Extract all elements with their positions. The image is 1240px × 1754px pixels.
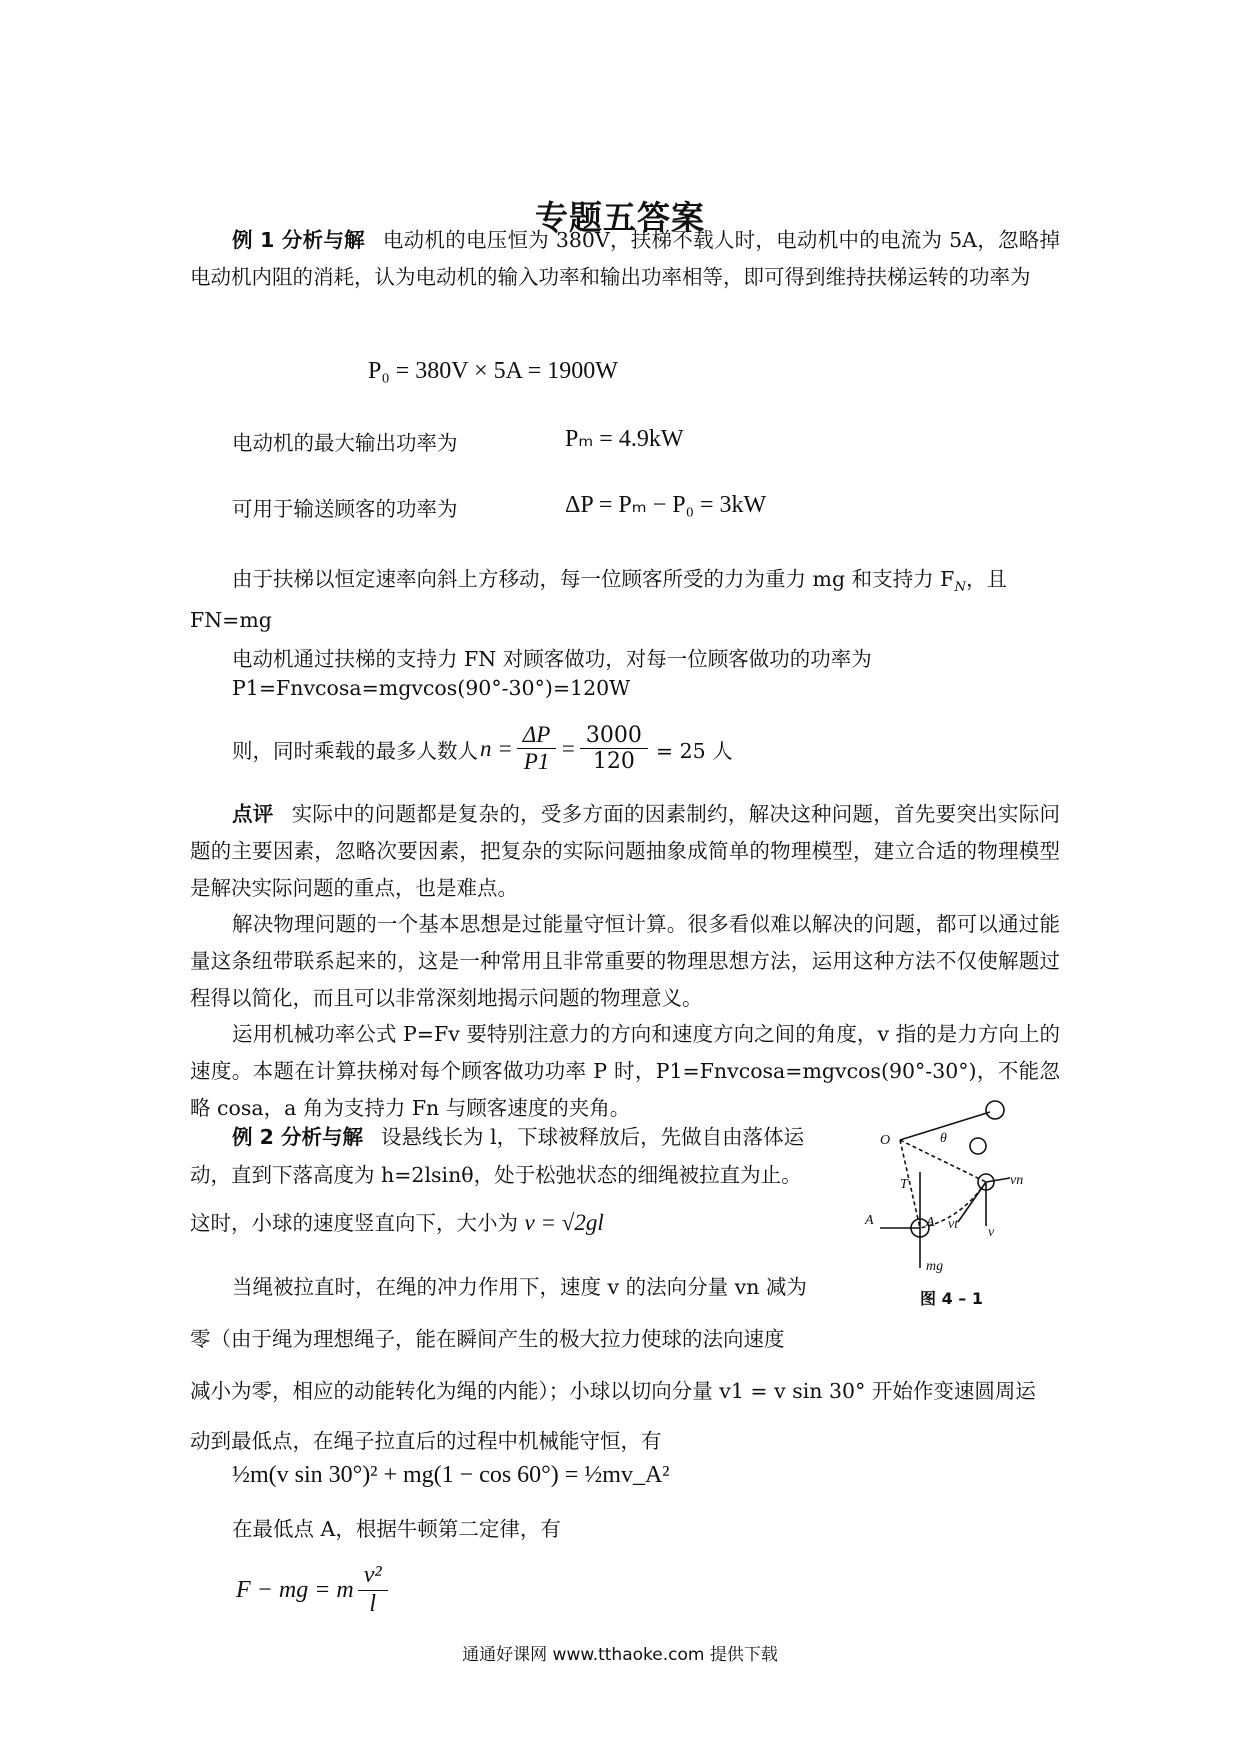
- people-n: n =: [480, 735, 513, 761]
- label-vt: vt: [948, 1217, 959, 1232]
- force-text-main: 由于扶梯以恒定速率向斜上方移动，每一位顾客所受的力为重力 mg 和支持力 F: [232, 567, 955, 591]
- people-frac1-den: P1: [523, 749, 550, 775]
- ex2-line3: [190, 1206, 604, 1236]
- people-eq: 则，同时乘载的最多人数人 n = $\frac{\Delta P}{P1}$ = $\frac{3000}{120}$ = 25 人: [232, 722, 733, 775]
- page-title: 专题五答案: [535, 198, 705, 237]
- max-power-label: 电动机的最大输出功率为: [232, 431, 458, 455]
- force-text-sub: N: [954, 580, 966, 596]
- label-a-point: A: [926, 1215, 935, 1230]
- ex2-line8: 在最低点 A，根据牛顿第二定律，有: [232, 1517, 561, 1541]
- newton-eq-left: F − mg = m: [236, 1576, 354, 1603]
- top-ball: [986, 1101, 1004, 1119]
- label-theta: θ: [940, 1131, 947, 1146]
- page-footer: 通通好课网 www.tthaoke.com 提供下载: [462, 1645, 778, 1665]
- rope-dashed: [900, 1140, 986, 1182]
- force-text-tail: ，且: [966, 567, 1007, 591]
- ex1-intro: 电动机的电压恒为 380V，扶梯不载人时，电动机中的电流为 5A，忽略掉电动机内阻的消耗，认为电动机的输入功率和输出功率相等，即可得到维持扶梯运转的功率为: [190, 228, 1060, 289]
- newton-eq: [236, 1562, 392, 1618]
- people-frac2: [580, 723, 648, 775]
- people-frac1: [517, 722, 557, 776]
- review-p1: [190, 796, 1060, 907]
- fn-eq: FN=mg: [190, 608, 272, 632]
- speed-eq: v = √2gl: [524, 1210, 604, 1235]
- eq-p0: P₀ = 380V × 5A = 1900W: [368, 358, 618, 384]
- newton-eq-num: v²: [358, 1562, 388, 1591]
- label-v: v: [988, 1225, 995, 1240]
- label-a-arrow: A: [865, 1213, 874, 1228]
- ex2-line7: 动到最低点，在绳子拉直后的过程中机械能守恒，有: [190, 1429, 662, 1453]
- ex1-heading: 例 1 分析与解: [232, 228, 365, 252]
- label-o: O: [880, 1133, 891, 1148]
- vn-arrow: [986, 1178, 1010, 1182]
- review-p2: 解决物理问题的一个基本思想是过能量守恒计算。很多看似难以解决的问题，都可以通过能量这条纽带联系起来的，这是一种常用且非常重要的物理思想方法，运用这种方法不仅使解题过程得以简化，而且可以非常深刻地揭示问题的物理意义。: [190, 912, 1060, 1010]
- middle-ball: [970, 1138, 986, 1154]
- people-label: 则，同时乘载的最多人数人: [232, 738, 478, 763]
- newton-eq-den: l: [369, 1590, 376, 1617]
- p1-eq: P1=Fnvcosa=mgvcos(90°-30°)=120W: [232, 676, 631, 700]
- figure-4-1: [860, 1100, 1040, 1300]
- review-p3: 运用机械功率公式 P=Fv 要特别注意力的方向和速度方向之间的角度，v 指的是力方向上的速度。本题在计算扶梯对每个顾客做功功率 P 时，P1=Fnvcosa=mgvcos(90°-30°)，不能忽略 cosa，a 角为支持力 Fn 与顾客速度的夹角。: [190, 1022, 1060, 1120]
- newton-eq-frac: [358, 1562, 388, 1618]
- ex2-line2: 动，直到下落高度为 h=2lsinθ，处于松弛状态的细绳被拉直为止。: [190, 1163, 802, 1187]
- label-mg: mg: [926, 1259, 944, 1274]
- ex2-heading: 例 2 分析与解: [232, 1125, 364, 1149]
- figure-caption: 图 4 – 1: [920, 1289, 983, 1308]
- ex2-line6: 减小为零，相应的动能转化为绳的内能）；小球以切向分量 v1 = v sin 30° 开始作变速圆周运: [190, 1379, 1036, 1403]
- ex2-line5: 零（由于绳为理想绳子，能在瞬间产生的极大拉力使球的法向速度: [190, 1327, 785, 1351]
- ex2-line4: 当绳被拉直时，在绳的冲力作用下，速度 v 的法向分量 vn 减为: [232, 1275, 807, 1299]
- ex2-line1: [232, 1120, 804, 1150]
- label-t: T: [900, 1177, 908, 1192]
- people-result: = 25 人: [655, 738, 733, 763]
- force-text: [232, 562, 1007, 595]
- people-frac1-num: ΔP: [517, 722, 557, 749]
- ex2-line3-text: 这时，小球的速度竖直向下，大小为: [190, 1211, 518, 1235]
- work-text: 电动机通过扶梯的支持力 FN 对顾客做功，对每一位顾客做功的功率为: [232, 647, 872, 671]
- vt-arrow: [958, 1182, 986, 1222]
- review-heading: 点评: [232, 802, 274, 826]
- ex1-paragraph: [190, 222, 1060, 296]
- people-frac2-den: 120: [592, 749, 635, 775]
- people-frac2-num: 3000: [580, 723, 648, 749]
- energy-eq: ½m(v sin 30°)² + mg(1 − cos 60°) = ½mv_A²: [232, 1462, 670, 1488]
- ex2-line1-text: 设悬线长为 l，下球被释放后，先做自由落体运: [381, 1125, 805, 1149]
- eq-pm: Pₘ = 4.9kW: [565, 426, 684, 452]
- eq-dp: ΔP = Pₘ − P₀ = 3kW: [565, 492, 767, 518]
- customer-power-label: 可用于输送顾客的功率为: [232, 497, 458, 521]
- review-p1-text: 实际中的问题都是复杂的，受多方面的因素制约，解决这种问题，首先要突出实际问题的主要因素，忽略次要因素，把复杂的实际问题抽象成简单的物理模型，建立合适的物理模型是解决实际问题的重点，也是难点。: [190, 802, 1061, 900]
- label-vn: vn: [1010, 1173, 1024, 1188]
